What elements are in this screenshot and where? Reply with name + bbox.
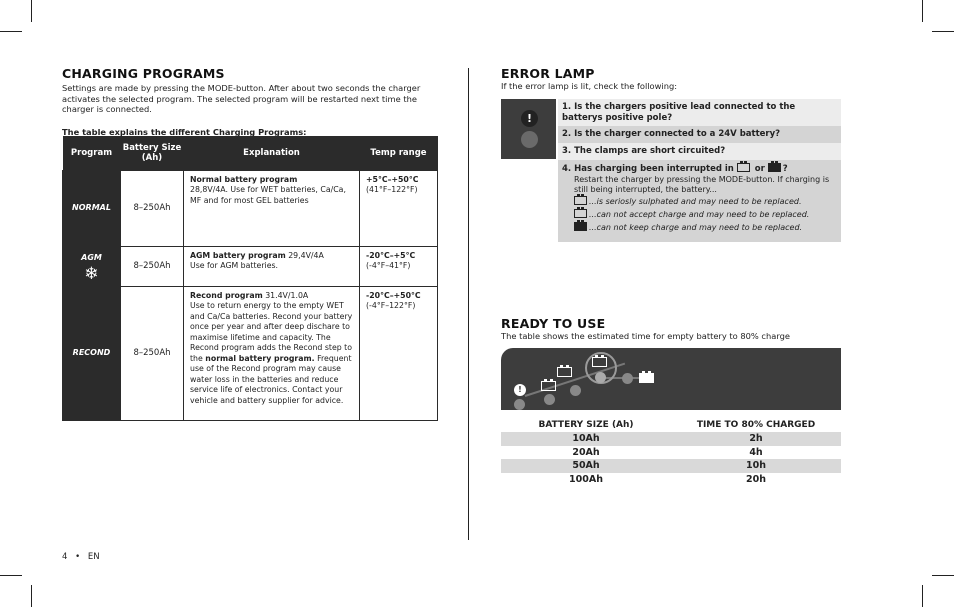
section-intro: The table shows the estimated time for empty battery to 80% charge xyxy=(501,331,790,341)
check-item: 2. Is the charger connected to a 24V battery? xyxy=(558,126,841,143)
page-footer xyxy=(62,552,100,562)
crop-mark xyxy=(922,0,923,22)
footer-separator: • xyxy=(75,552,81,562)
charge-time: 2h xyxy=(671,432,841,446)
table-row xyxy=(501,446,841,460)
status-dot xyxy=(544,394,555,405)
crop-mark xyxy=(922,585,923,607)
explanation xyxy=(184,170,360,246)
cause-text: ...can not keep charge and may need to be replaced. xyxy=(589,222,803,232)
explanation-title: AGM battery program xyxy=(190,250,286,260)
battery-icon xyxy=(592,357,607,367)
check-text: or xyxy=(751,164,768,174)
charge-status-banner xyxy=(501,348,841,410)
column-divider xyxy=(468,68,469,540)
table-row xyxy=(501,459,841,473)
battery-size: 20Ah xyxy=(501,446,671,460)
check-advice: Restart the charger by pressing the MODE-button. If charging is still being interrupted, the battery... xyxy=(574,174,830,194)
check-text: ? xyxy=(782,164,788,174)
check-item: 3. The clamps are short circuited? xyxy=(558,143,841,160)
battery-size: 50Ah xyxy=(501,459,671,473)
table-row xyxy=(63,286,438,420)
temp-celsius: -20°C–+5°C xyxy=(366,250,416,260)
column-header: Temp range xyxy=(360,136,438,170)
explanation-title: Recond program xyxy=(190,290,263,300)
explanation-spec: 31.4V/1.0A xyxy=(262,290,309,300)
error-lamp-panel xyxy=(501,99,556,159)
check-cause xyxy=(562,221,837,235)
column-header: TIME TO 80% CHARGED xyxy=(671,418,841,432)
status-dot xyxy=(595,372,606,383)
explanation xyxy=(184,286,360,420)
ready-to-use-section xyxy=(501,316,841,342)
temp-range xyxy=(360,170,438,246)
cause-text: ...is seriosly sulphated and may need to be replaced. xyxy=(589,196,802,206)
table-note: The table explains the different Charging Programs: xyxy=(62,126,307,137)
program-label: AGM xyxy=(81,252,102,262)
crop-mark xyxy=(0,575,22,576)
crop-mark xyxy=(932,575,954,576)
section-title: CHARGING PROGRAMS xyxy=(62,66,225,81)
section-title: ERROR LAMP xyxy=(501,66,595,81)
charging-programs-section xyxy=(62,66,438,137)
battery-full-icon xyxy=(574,222,587,231)
battery-icon xyxy=(557,367,572,377)
battery-size: 8–250Ah xyxy=(121,170,184,246)
error-lamp-icon: ! xyxy=(514,384,526,396)
check-cause xyxy=(562,208,837,222)
table-row xyxy=(63,170,438,246)
snowflake-icon: ❄ xyxy=(84,264,99,284)
table-row xyxy=(501,473,841,487)
battery-empty-icon xyxy=(737,163,750,172)
crop-mark xyxy=(0,31,22,32)
crop-mark xyxy=(31,585,32,607)
charge-time: 20h xyxy=(671,473,841,487)
temp-range xyxy=(360,286,438,420)
column-header: Explanation xyxy=(184,136,360,170)
battery-size: 100Ah xyxy=(501,473,671,487)
error-lamp-section xyxy=(501,66,841,92)
language-code: EN xyxy=(87,552,100,562)
check-item xyxy=(558,160,841,242)
battery-full-icon xyxy=(639,373,654,383)
charge-time-table xyxy=(501,418,841,486)
check-text: 1. Is the chargers positive lead connected to the batterys positive pole? xyxy=(562,102,796,123)
battery-size: 8–250Ah xyxy=(121,286,184,420)
section-title: READY TO USE xyxy=(501,316,606,331)
status-dot xyxy=(514,399,525,410)
temp-range xyxy=(360,246,438,286)
explanation-text: Frequent use of the Recond program may cause water loss in the batteries and reduce service life of electronics. Contact your vehicle and battery supplier for advice. xyxy=(190,353,352,405)
status-dot xyxy=(570,385,581,396)
explanation-emphasis: normal battery program. xyxy=(205,353,315,363)
lamp-indicator xyxy=(521,131,538,148)
temp-fahrenheit: (41°F–122°F) xyxy=(366,185,418,194)
temp-celsius: -20°C–+50°C xyxy=(366,290,421,300)
error-lamp-icon: ! xyxy=(521,110,538,127)
program-name: NORMAL xyxy=(63,170,121,246)
explanation-title: Normal battery program xyxy=(190,174,298,184)
column-header: Battery Size (Ah) xyxy=(121,136,184,170)
program-name xyxy=(63,246,121,286)
crop-mark xyxy=(932,31,954,32)
explanation-text: Use for AGM batteries. xyxy=(190,261,279,270)
charging-programs-table xyxy=(62,136,438,421)
temp-fahrenheit: (-4°F–122°F) xyxy=(366,301,416,310)
explanation-spec: 29,4V/4A xyxy=(285,250,324,260)
charge-time: 4h xyxy=(671,446,841,460)
check-text: 4. Has charging been interrupted in xyxy=(562,164,737,174)
battery-size: 10Ah xyxy=(501,432,671,446)
battery-icon xyxy=(541,381,556,391)
battery-size: 8–250Ah xyxy=(121,246,184,286)
column-header: Program xyxy=(63,136,121,170)
check-item xyxy=(558,99,841,126)
cause-text: ...can not accept charge and may need to be replaced. xyxy=(589,209,810,219)
check-question xyxy=(562,163,837,175)
section-intro: Settings are made by pressing the MODE-button. After about two seconds the charger activates the selected program. The selected program will be restarted next time the charger is connected. xyxy=(62,83,421,114)
battery-full-icon xyxy=(768,163,781,172)
battery-empty-icon xyxy=(574,209,587,218)
temp-celsius: +5°C–+50°C xyxy=(366,174,419,184)
battery-empty-icon xyxy=(574,196,587,205)
explanation xyxy=(184,246,360,286)
explanation-text: Use to return energy to the empty WET and Ca/Ca batteries. Recond your battery once per year and after deep dischare to maximise lifetime and capacity. The Recond program adds the Recond step to the xyxy=(190,301,353,363)
table-row xyxy=(63,246,438,286)
table-row xyxy=(501,432,841,446)
temp-fahrenheit: (-4°F–41°F) xyxy=(366,261,411,270)
program-name: RECOND xyxy=(63,286,121,420)
check-cause xyxy=(562,195,837,209)
charge-time: 10h xyxy=(671,459,841,473)
page-number: 4 xyxy=(62,552,68,562)
crop-mark xyxy=(31,0,32,22)
status-dot xyxy=(622,373,633,384)
explanation-text: 28,8V/4A. Use for WET batteries, Ca/Ca, MF and for most GEL batteries xyxy=(190,185,346,205)
section-intro: If the error lamp is lit, check the following: xyxy=(501,81,678,91)
column-header: BATTERY SIZE (Ah) xyxy=(501,418,671,432)
error-lamp-checklist xyxy=(501,99,841,242)
